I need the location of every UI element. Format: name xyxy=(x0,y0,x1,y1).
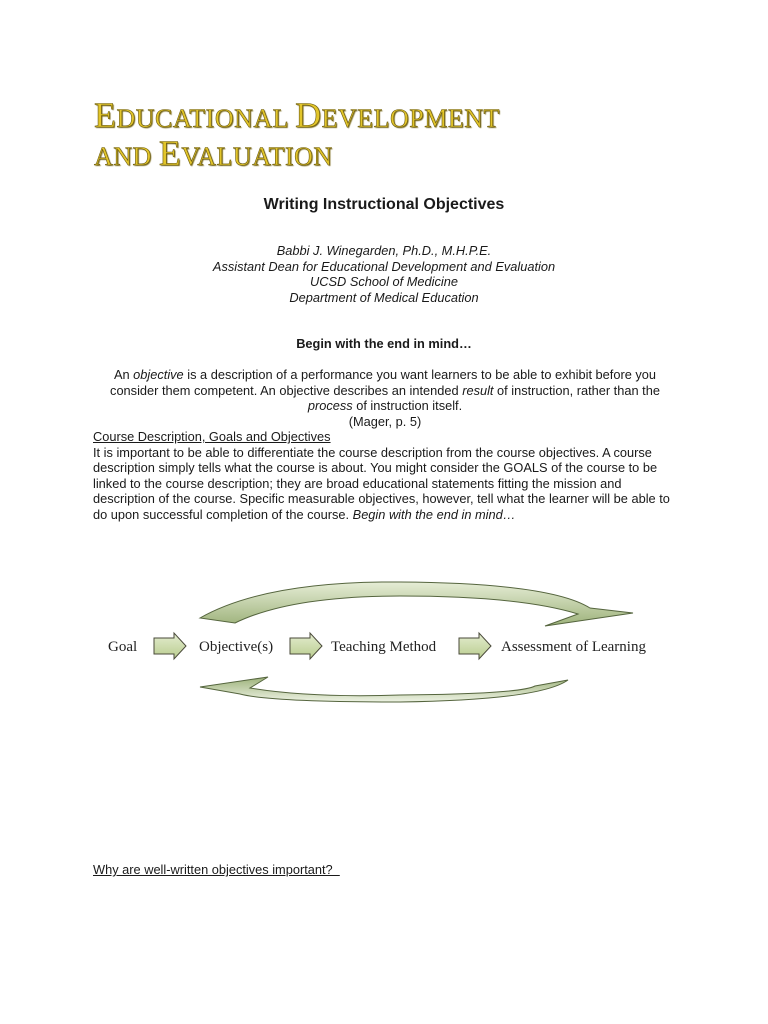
step-goal: Goal xyxy=(108,639,138,655)
step-objectives: Objective(s) xyxy=(199,639,274,655)
objectives-cycle-diagram xyxy=(100,578,660,713)
section-heading: Course Description, Goals and Objectives xyxy=(93,429,331,444)
author-school: UCSD School of Medicine xyxy=(310,274,458,289)
logo-cap: E xyxy=(158,133,182,173)
definition-term: objective xyxy=(133,367,184,382)
course-description-section xyxy=(93,429,683,522)
section-text: It is important to be able to differentiate the course description from the course objectives. A course description simply tells what the course is about. You might consider the GOALS of the course to be linked to the course description; they are broad educational statements fitting the mission and description of the course. Specific measurable objectives, however, tell what the learner will be able to do upon successful completion of the course. xyxy=(93,444,670,522)
author-department: Department of Medical Education xyxy=(289,289,479,305)
logo-text: VALUATION xyxy=(181,142,333,171)
definition-emphasis: process xyxy=(307,398,353,413)
logo-text: AND xyxy=(94,142,159,171)
logo-line-2 xyxy=(94,133,500,174)
step-teaching-method: Teaching Method xyxy=(331,639,437,655)
step-arrow-icon xyxy=(154,633,186,659)
step-arrow-icon xyxy=(459,633,491,659)
definition-text: of instruction, rather than the xyxy=(493,382,660,398)
author-block xyxy=(0,243,768,305)
step-arrow-icon xyxy=(290,633,322,659)
step-assessment: Assessment of Learning xyxy=(501,639,646,655)
logo xyxy=(94,95,500,174)
begin-heading: Begin with the end in mind… xyxy=(296,336,472,351)
definition-text: is a description of a performance you want learners to be able to exhibit before you consider them competent. An objective describes an intended xyxy=(110,367,657,398)
question-heading: Why are well-written objectives important? xyxy=(93,862,340,877)
logo-text: EVELOPMENT xyxy=(321,104,500,133)
citation: (Mager, p. 5) xyxy=(348,413,422,429)
section-body xyxy=(93,445,683,523)
bottom-cycle-arrow xyxy=(200,677,568,702)
logo-line-1 xyxy=(94,95,500,136)
logo-cap: E xyxy=(94,95,117,135)
document-title: Writing Instructional Objectives xyxy=(263,196,505,213)
objective-definition xyxy=(93,367,677,429)
author-name: Babbi J. Winegarden, Ph.D., M.H.P.E. xyxy=(276,243,492,258)
definition-text: of instruction itself. xyxy=(352,398,463,413)
logo-text: DUCATIONAL xyxy=(116,104,296,133)
section-emphasis: Begin with the end in mind… xyxy=(352,506,516,522)
definition-text: An xyxy=(113,367,134,382)
logo-cap: D xyxy=(295,95,322,135)
author-position: Assistant Dean for Educational Development and Evaluation xyxy=(212,258,556,274)
top-cycle-arrow xyxy=(200,582,633,626)
definition-emphasis: result xyxy=(462,382,494,398)
